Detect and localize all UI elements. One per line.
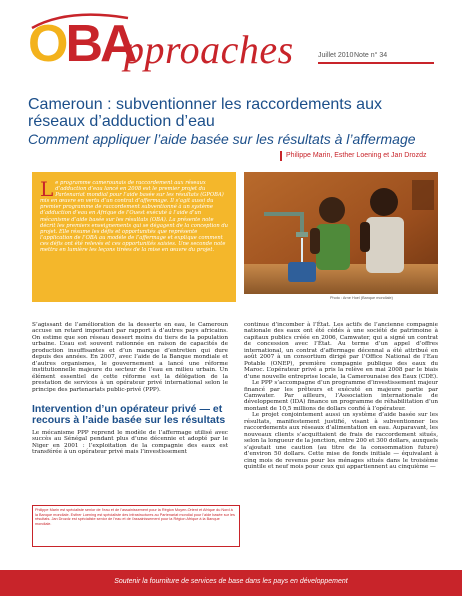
issue-number: Note n° 34 (354, 52, 388, 59)
footer-text: Soutenir la fourniture de services de base dans les pays en développement (114, 578, 348, 585)
issue-date: Juillet 2010 (318, 52, 354, 59)
body-paragraph-3: continue d’incomber à l’État. Les actifs de l’ancienne compagnie nationale des eaux ont été cédés à une société de patrimoine à capitaux publics créée en 2006, Camwater, qui a signé un contrat de concession avec l’État. Au terme d’un appel d’offres international, un contrat d’affermage décennal a été attribué en août 2007 à un consortium dirigé par l’Office National de l’Eau Potable (ONEP), première compagnie publique des eaux du Maroc. L’opérateur privé a pris la relève en mai 2008 par le biais d’une nouvelle entreprise locale, la Camerounaise des Eaux (CDE). (244, 322, 438, 380)
summary-box (32, 172, 236, 302)
author-note: Philippe Marin est spécialiste senior de l’eau et de l’assainissement pour la Région Moyen-Orient et Afrique du Nord à la Banque mondiale. Esther Loening est spécialiste des infrastructures au Partenariat mondial pour l’aide basée sur les résultats. Jan Drozdz est spécialiste senior de l’eau et de l’assainissement pour la Région Afrique à la Banque mondiale. (35, 508, 235, 526)
body-paragraph-5: Le projet conjointement aussi un système d’aide basée sur les résultats, manifestement justifié, visant à subventionner les raccordements aux réseaux d’alimentation en eau. Auparavant, les nouveaux clients s’acquittaient de frais de raccordement situés, selon la longueur de la jonction, entre 200 et 300 dollars, auxquels s’ajoutait une caution (au titre de la consommation future) d’environ 50 dollars. Cette mise de fonds initiale — équivalant à cinq mois de revenus pour les ménages situés dans le troisième quintile et neuf mois pour ceux qui appartiennent au cinquième — (244, 412, 438, 470)
logo-letters-ba: BA (65, 15, 135, 73)
title-block (28, 96, 438, 147)
page-subtitle: Comment appliquer l’aide basée sur les résultats à l’affermage (28, 131, 416, 147)
logo-approaches: pproaches (124, 27, 294, 72)
summary-dropcap: L (40, 177, 54, 201)
masthead (0, 0, 462, 86)
author-note-box (32, 505, 240, 547)
photo-illustration (244, 172, 438, 294)
body-paragraph-2: Le mécanisme PPP reprend le modèle de l’affermage utilisé avec succès au Sénégal pendant plus d’une décennie et adopté par le Niger en 2001 : l’exploitation de la compagnie des eaux est transférée à un opérateur privé mais l’investissement (32, 430, 228, 456)
summary-text (40, 177, 230, 254)
masthead-rule (318, 62, 434, 64)
body-paragraph-1: S’agissant de l’amélioration de la desserte en eau, le Cameroun accuse un retard important par rapport à d’autres pays africains. On estime que son réseau dessert moins du tiers de la population urbaine. L’eau est souvent rationnée en raison de capacités de production insuffisantes et d’un manque d’entretien qui dure depuis des années. En 2007, avec l’aide de la Banque mondiale et d’autres organismes, le gouvernement a lancé une réforme institutionnelle majeure du secteur de l’eau en milieu urbain. Un élément essentiel de cette réforme est la délégation de la prestation de services à un opérateur privé international selon le principe des partenariats public-privé (PPP). (32, 322, 228, 393)
section-heading: Intervention d’un opérateur privé — et recours à l’aide basée sur les résultats (32, 403, 226, 426)
summary-body: e programme camerounais de raccordement aux réseaux d’adduction d’eau lancé en 2008 est le premier projet du Partenariat mondial pour l’aide basée sur les résultats (GPOBA) mis en œuvre en vertu d’un contrat d’affermage. Il s’agit aussi du premier programme de raccordement subventionné à un système d’adduction d’eau en Afrique de l’Ouest exécuté à l’aide d’un mécanisme d’aide basée sur les résultats (OBA). La présente note décrit les premiers enseignements qui se dégagent de la conception du projet. Elle résume les défis et opportunités que représente l’application de l’OBA au modèle de l’affermage et explique comment ces défis ont été relevés et ces opportunités saisies. Une seconde note mettra en lumière les leçons tirées de la mise en œuvre du projet. (40, 180, 229, 254)
page-title: Cameroun : subventionner les raccordements aux réseaux d’adduction d’eau (28, 96, 382, 130)
footer-bar (0, 570, 462, 596)
right-column (244, 322, 438, 470)
authors: Philippe Marin, Esther Loening et Jan Drozdz (286, 152, 427, 159)
logo-oba (28, 15, 135, 73)
photo-children-water-tap (244, 172, 438, 294)
authors-rule (280, 151, 282, 161)
logo-letter-o: O (28, 15, 66, 73)
body-paragraph-4: Le PPP s’accompagne d’un programme d’investissement majeur financé par les prêteurs et exécuté en majeure partie par Camwater. Par ailleurs, l’Association internationale de développement (IDA) finance un programme de réhabilitation d’un montant de 10,5 millions de dollars confié à l’opérateur. (244, 380, 438, 412)
photo-credit: Photo : Arne Hoel (Banque mondiale) (330, 296, 393, 300)
